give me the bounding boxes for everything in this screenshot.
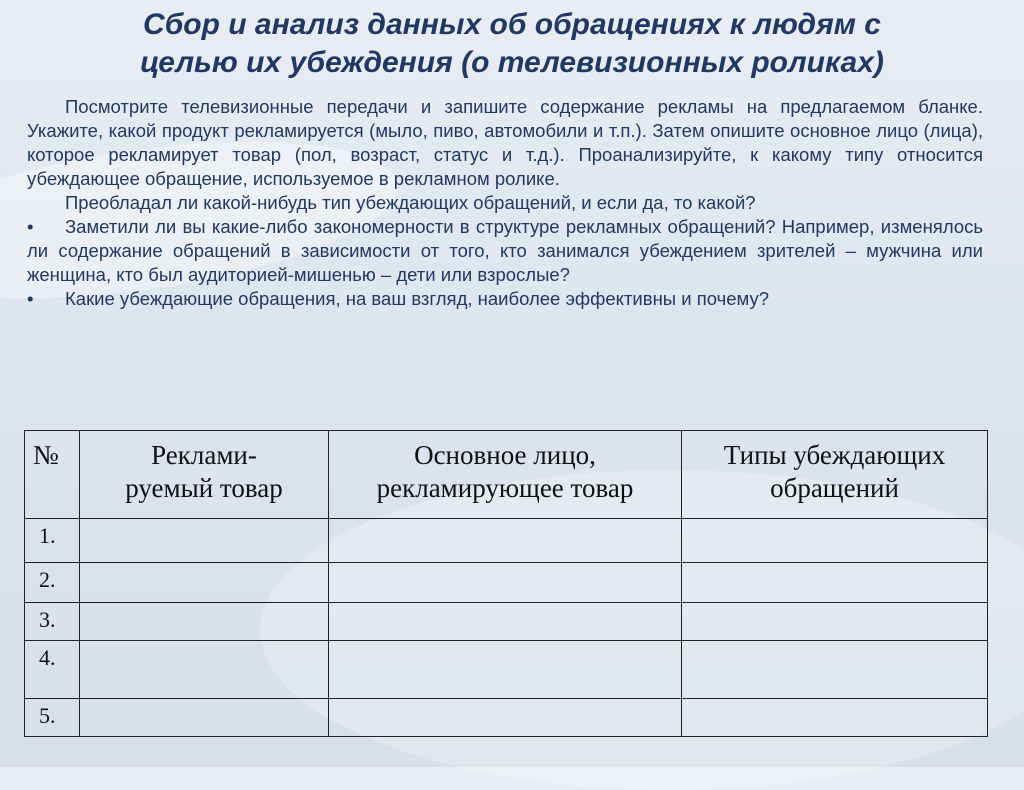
table-header-row xyxy=(25,431,988,519)
cell-main-person[interactable] xyxy=(329,699,682,737)
cell-appeal-types[interactable] xyxy=(682,603,988,641)
bullet-icon: • xyxy=(27,216,34,237)
cell-main-person[interactable] xyxy=(329,563,682,603)
row-number: 1. xyxy=(25,519,80,563)
row-number: 3. xyxy=(25,603,80,641)
cell-product[interactable] xyxy=(80,699,329,737)
row-number: 2. xyxy=(25,563,80,603)
ads-analysis-table xyxy=(24,430,988,737)
header-appeal-types: Типы убеждающих обращений xyxy=(682,431,988,519)
slide-title-line-1: Сбор и анализ данных об обращениях к людям с xyxy=(143,8,881,41)
row-number: 4. xyxy=(25,641,80,699)
cell-appeal-types[interactable] xyxy=(682,519,988,563)
table-row xyxy=(25,641,988,699)
instructions-text xyxy=(27,95,983,311)
bullet-question-1 xyxy=(27,215,983,287)
ads-analysis-table-container xyxy=(24,430,987,737)
instruction-paragraph-1: Посмотрите телевизионные передачи и запишите содержание рекламы на предлагаемом бланке. Укажите, какой продукт рекламируется (мыло, пиво, автомобили и т.п.). Затем опишите основное лицо (лица), которое рекламирует товар (пол, возраст, статус и т.д.). Проанализируйте, к какому типу относится убеждающее обращение, используемое в рекламном ролике. xyxy=(27,96,983,189)
bullet-question-1-text: Заметили ли вы какие-либо закономерности в структуре рекламных обращений? Например, изменялось ли содержание обращений в зависимости от того, кто занимался убеждением зрителей – мужчина или женщина, кто был аудиторией-мишенью – дети или взрослые? xyxy=(27,216,983,285)
cell-main-person[interactable] xyxy=(329,641,682,699)
instruction-paragraph-2: Преобладал ли какой-нибудь тип убеждающих обращений, и если да, то какой? xyxy=(65,192,756,213)
cell-appeal-types[interactable] xyxy=(682,563,988,603)
cell-main-person[interactable] xyxy=(329,603,682,641)
cell-product[interactable] xyxy=(80,563,329,603)
cell-product[interactable] xyxy=(80,641,329,699)
table-row xyxy=(25,563,988,603)
row-number: 5. xyxy=(25,699,80,737)
cell-product[interactable] xyxy=(80,519,329,563)
header-number: № xyxy=(25,431,80,519)
table-row xyxy=(25,699,988,737)
bullet-question-2 xyxy=(27,287,983,311)
cell-appeal-types[interactable] xyxy=(682,699,988,737)
header-main-person: Основное лицо, рекламирующее товар xyxy=(329,431,682,519)
cell-main-person[interactable] xyxy=(329,519,682,563)
slide-title xyxy=(30,6,994,82)
table-row xyxy=(25,519,988,563)
table-row xyxy=(25,603,988,641)
header-product: Реклами- руемый товар xyxy=(80,431,329,519)
cell-product[interactable] xyxy=(80,603,329,641)
bullet-icon: • xyxy=(27,288,34,309)
bullet-question-2-text: Какие убеждающие обращения, на ваш взгляд, наиболее эффективны и почему? xyxy=(65,288,770,309)
cell-appeal-types[interactable] xyxy=(682,641,988,699)
slide-title-line-2: целью их убеждения (о телевизионных роликах) xyxy=(140,46,884,79)
